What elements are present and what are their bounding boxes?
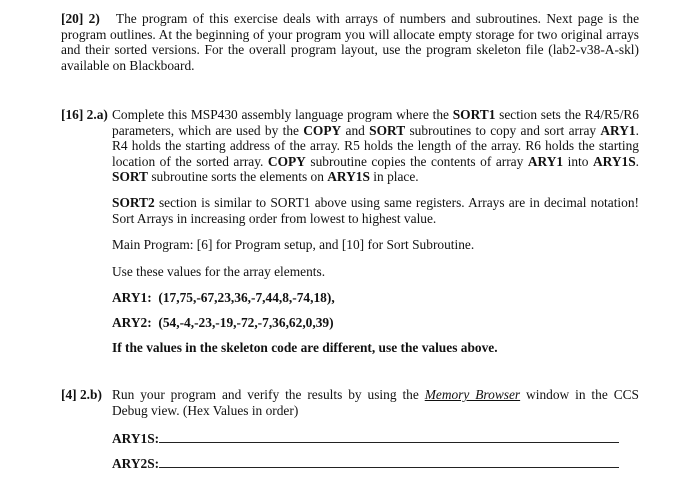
keyword-sort1: SORT1: [452, 107, 496, 122]
keyword-copy: COPY: [267, 153, 306, 169]
question-2-label: [20] 2): [61, 11, 100, 26]
keyword-ary1: ARY1: [600, 122, 636, 138]
text-run: subroutine copies the contents of array: [305, 153, 528, 169]
text-run: window in the CCS Debug view. (Hex Values in order): [112, 387, 640, 418]
text-run: section sets the R4/R5/R6 parameters, which are used by the: [112, 107, 639, 138]
keyword-ary1: ARY1: [527, 153, 564, 169]
text-run: and: [341, 122, 370, 138]
keyword-sort2: SORT2: [112, 195, 155, 210]
memory-browser-link[interactable]: Memory Browser: [424, 387, 521, 402]
text-run: subroutine sorts the elements on: [148, 169, 328, 185]
array-ary1-values: ARY1: (17,75,-67,23,36,-7,44,8,-74,18),: [112, 290, 335, 305]
main-program-points: Main Program: [6] for Program setup, and [10] for Sort Subroutine.: [112, 237, 475, 252]
skeleton-note: If the values in the skeleton code are different, use the values above.: [112, 340, 498, 355]
question-2a-paragraph-1: [112, 107, 639, 185]
ary1s-label: ARY1S:: [112, 431, 160, 446]
text-run: Complete this MSP430 assembly language program where the: [112, 107, 453, 122]
ary1s-answer-row: [112, 430, 619, 447]
text-run: Run your program and verify the results by using the: [112, 387, 425, 402]
question-2-body: The program of this exercise deals with arrays of numbers and subroutines. Next page is the program outlines. At the beginning of your program you will allocate empty storage for two original arrays and their sorted versions. For the overall program layout, use the program skeleton file (lab2-v38-A-skl) available on Blackboard.: [61, 11, 640, 73]
text-run: .: [635, 153, 639, 169]
question-2-text: [61, 11, 639, 73]
ary2s-answer-blank[interactable]: [159, 455, 619, 468]
question-2-intro: [61, 11, 639, 73]
question-2a-paragraph-2: [112, 195, 639, 226]
keyword-ary1s: ARY1S: [327, 169, 370, 185]
question-2b-text: [112, 387, 639, 418]
keyword-sort: SORT: [369, 122, 406, 138]
ary2s-label: ARY2S:: [112, 456, 160, 471]
text-run: subroutines to copy and sort array: [405, 122, 601, 138]
keyword-ary1s: ARY1S: [592, 153, 636, 169]
keyword-copy: COPY: [303, 122, 342, 138]
question-2a-label: [16] 2.a): [61, 107, 108, 122]
ary2s-answer-row: [112, 455, 619, 472]
keyword-sort: SORT: [112, 169, 148, 185]
array-ary2-values: ARY2: (54,-4,-23,-19,-72,-7,36,62,0,39): [112, 315, 334, 330]
text-run: . R4 holds the starting address of the array. R5 holds the length of the array. R6 holds the starting location of the sorted array.: [112, 122, 639, 169]
text-run: section is similar to SORT1 above using same registers. Arrays are in decimal notation! Sort Arrays in increasing order from lowest to highest value.: [112, 195, 639, 226]
text-run: into: [563, 153, 593, 169]
text-run: in place.: [369, 169, 419, 185]
question-2b-label: [4] 2.b): [61, 387, 102, 402]
array-values-intro: Use these values for the array elements.: [112, 264, 326, 279]
ary1s-answer-blank[interactable]: [159, 430, 619, 443]
